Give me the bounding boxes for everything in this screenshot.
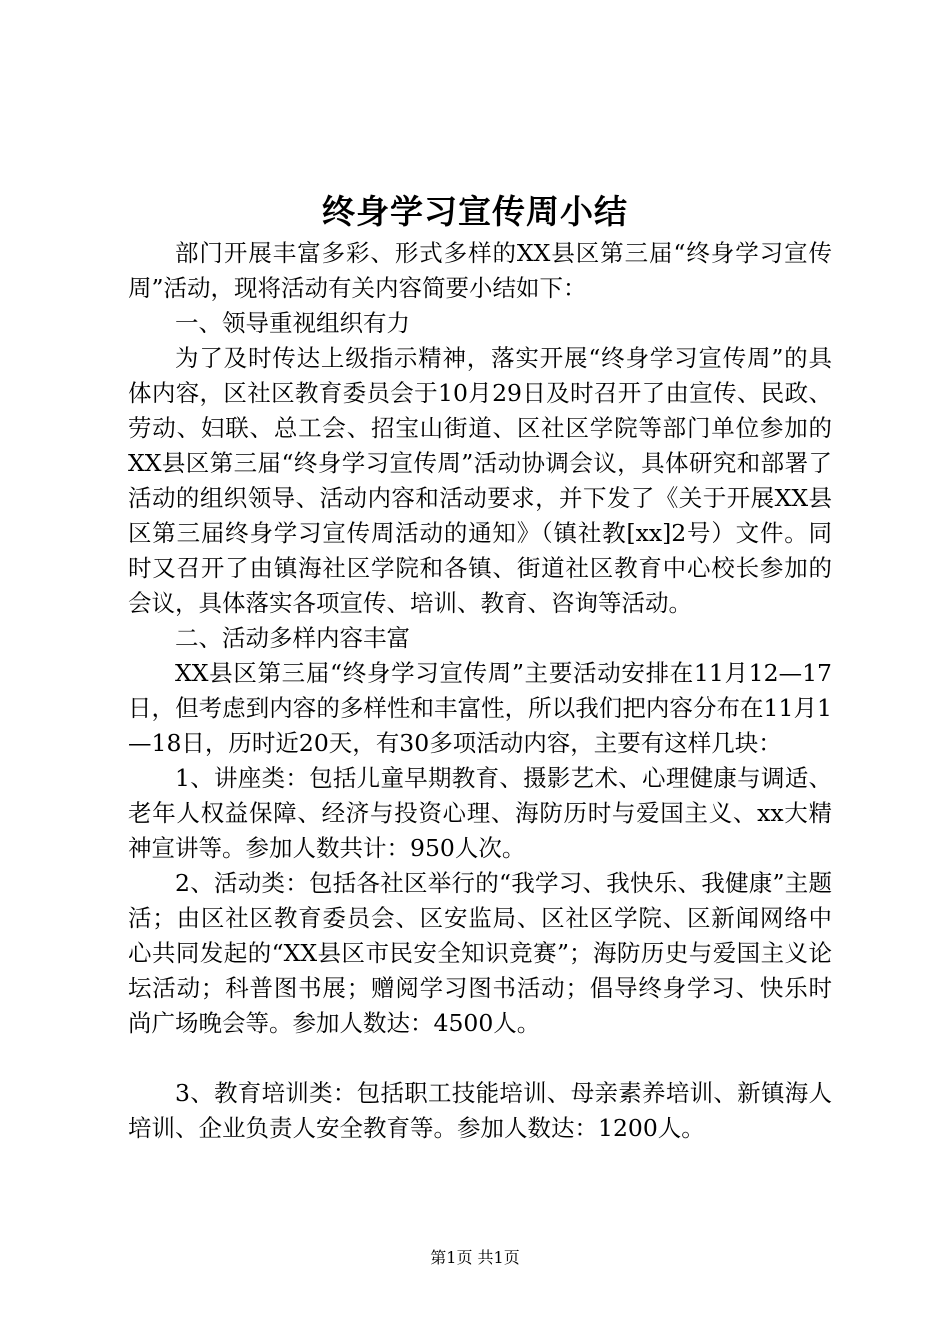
section-1-paragraph: 为了及时传达上级指示精神，落实开展“终身学习宣传周”的具体内容，区社区教育委员会于10月29日及时召开了由宣传、民政、劳动、妇联、总工会、招宝山街道、区社区学院等部门单位参加的XX县区第三届“终身学习宣传周”活动协调会议，具体研究和部署了活动的组织领导、活动内容和活动要求，并下发了《关于开展XX县区第三届终身学习宣传周活动的通知》（镇社教[xx]2号）文件。同时又召开了由镇海社区学院和各镇、街道社区教育中心校长参加的会议，具体落实各项宣传、培训、教育、咨询等活动。 <box>128 344 832 617</box>
section-2-paragraph: XX县区第三届“终身学习宣传周”主要活动安排在11月12—17日，但考虑到内容的多样性和丰富性，所以我们把内容分布在11月1—18日，历时近20天，有30多项活动内容，主要有这样几块： <box>128 659 832 757</box>
section-heading-2: 二、活动多样内容丰富 <box>175 624 410 652</box>
intro-paragraph: 部门开展丰富多彩、形式多样的XX县区第三届“终身学习宣传周”活动，现将活动有关内容简要小结如下： <box>128 239 832 302</box>
training-item-paragraph: 3、教育培训类：包括职工技能培训、母亲素养培训、新镇海人培训、企业负责人安全教育等。参加人数达：1200人。 <box>128 1079 832 1142</box>
section-heading-1: 一、领导重视组织有力 <box>175 309 410 337</box>
document-body <box>128 236 832 1146</box>
activity-item-paragraph: 2、活动类：包括各社区举行的“我学习、我快乐、我健康”主题活；由区社区教育委员会、区安监局、区社区学院、区新闻网络中心共同发起的“XX县区市民安全知识竞赛”；海防历史与爱国主义论坛活动；科普图书展；赠阅学习图书活动；倡导终身学习、快乐时尚广场晚会等。参加人数达：4500人。 <box>128 869 832 1037</box>
page-footer: 第1页 共1页 <box>430 1248 520 1267</box>
lecture-item-paragraph: 1、讲座类：包括儿童早期教育、摄影艺术、心理健康与调适、老年人权益保障、经济与投资心理、海防历时与爱国主义、xx大精神宣讲等。参加人数共计：950人次。 <box>128 764 832 862</box>
document-title: 终身学习宣传周小结 <box>322 192 628 231</box>
